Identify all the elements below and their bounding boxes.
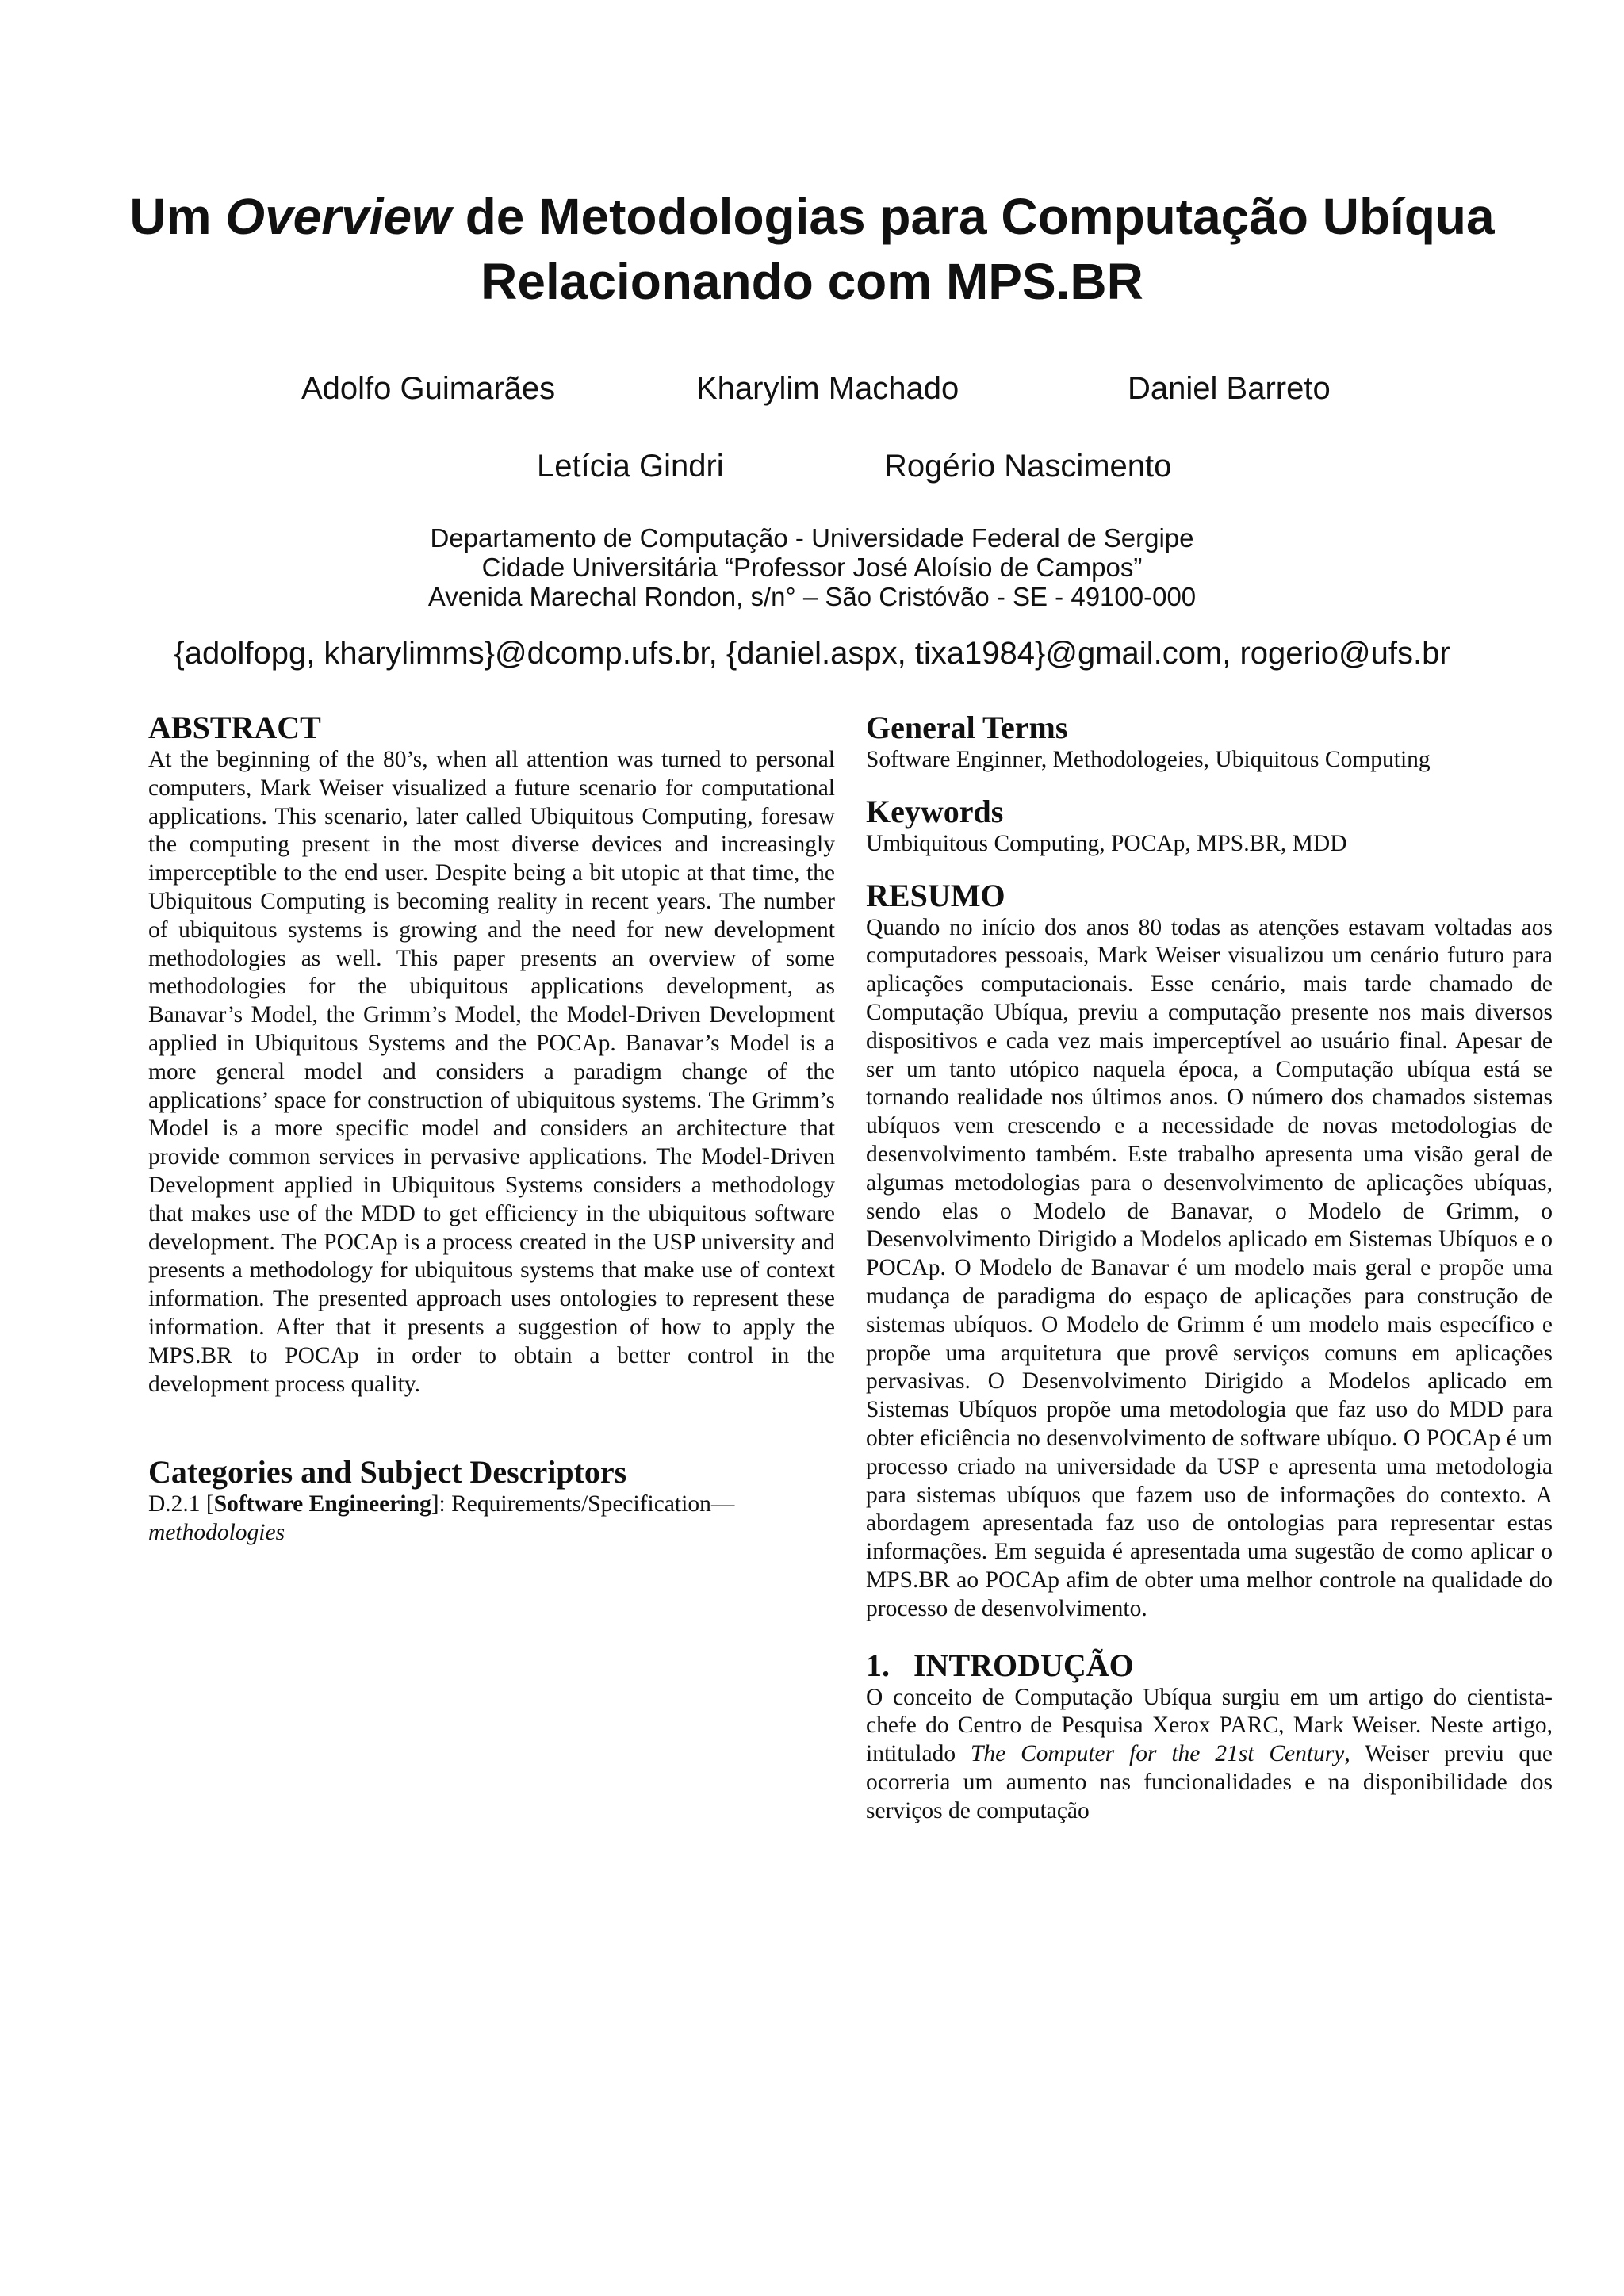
right-column: [866, 710, 1553, 1826]
author-rogerio-nascimento: Rogério Nascimento: [884, 449, 1172, 484]
intro-text: [866, 1684, 1553, 1826]
paper-title: [119, 184, 1505, 314]
author-leticia-gindri: Letícia Gindri: [537, 449, 724, 484]
affiliation-line-1: Departamento de Computação - Universidade Federal de Sergipe: [430, 523, 1194, 553]
categories-bold-term: Software Engineering: [213, 1491, 431, 1517]
keywords-heading: Keywords: [866, 793, 1004, 829]
resumo-text: Quando no início dos anos 80 todas as atenções estavam voltadas aos computadores pessoais, Mark Weiser visualizou um cenário futuro para aplicações computacionais. Esse cenário, mais tarde chamado de Computação Ubíqua, previu a computação presente nos mais diversos dispositivos e cada vez mais imperceptível ao usuário final. Apesar de ser um tanto utópico naquela época, a Computação ubíqua está se tornando realidade nos últimos anos. O número dos chamados sistemas ubíquos vem crescendo e a necessidade de novas metodologias de desenvolvimento também. Este trabalho apresenta uma visão geral de algumas metodologias para o desenvolvimento de aplicações ubíquas, sendo elas o Modelo de Banavar, o Modelo de Grimm, o Desenvolvimento Dirigido a Modelos aplicado em Sistemas Ubíquos e o POCAp. O Modelo de Banavar é um modelo mais geral e propõe uma mudança de paradigma do espaço de aplicações para construção de sistemas ubíquos. O Modelo de Grimm é um modelo mais específico e propõe uma arquitetura que provê serviços comuns em aplicações pervasivas. O Desenvolvimento Dirigido a Modelos aplicado em Sistemas Ubíquos propõe uma metodologia que faz uso do MDD para obter eficiência no desenvolvimento de software ubíquo. O POCAp é um processo criado na universidade da USP e apresenta uma metodologia para sistemas ubíquos que fazem uso de informações do contexto. A abordagem apresentada faz uso de ontologias para representar estas informações. Em seguida é apresentada uma sugestão de como aplicar o MPS.BR ao POCAp afim de obter uma melhor controle na qualidade do processo de desenvolvimento.: [866, 914, 1553, 1621]
affiliation-line-3: Avenida Marechal Rondon, s/n° – São Cristóvão - SE - 49100-000: [427, 582, 1197, 611]
categories-after-bold: ]: Requirements/Specification—: [431, 1491, 735, 1517]
intro-heading: 1. INTRODUÇÃO: [866, 1647, 1134, 1683]
categories-italic-term: methodologies: [148, 1520, 285, 1546]
title-line2: Relacionando com MPS.BR: [481, 253, 1143, 310]
affiliation: [119, 523, 1505, 611]
title-prefix: Um: [129, 188, 212, 245]
title-italic-word: Overview: [225, 188, 451, 245]
author-adolfo-guimaraes: Adolfo Guimarães: [301, 371, 556, 406]
categories-code: D.2.1 [: [148, 1491, 214, 1517]
left-column: [148, 710, 835, 1548]
intro-text-before: O conceito de Computação Ubíqua surgiu em um artigo do cientista-chefe do Centro de Pesquisa Xerox PARC, Mark Weiser. Neste artigo, intitulado: [866, 1684, 1553, 1767]
affiliation-line-2: Cidade Universitária “Professor José Aloísio de Campos”: [481, 553, 1143, 582]
categories-heading: Categories and Subject Descriptors: [148, 1454, 627, 1490]
resumo-heading: RESUMO: [866, 877, 1005, 913]
author-daniel-barreto: Daniel Barreto: [1128, 371, 1331, 406]
keywords-text: Umbiquitous Computing, POCAp, MPS.BR, MDD: [866, 830, 1347, 856]
general-terms-heading: General Terms: [866, 710, 1068, 745]
intro-text-after: , Weiser previu que ocorreria um aumento nas funcionalidades e na disponibilidade dos serviços de computação: [866, 1741, 1553, 1823]
author-kharylim-machado: Kharylim Machado: [696, 371, 959, 406]
general-terms-text: Software Enginner, Methodologeies, Ubiquitous Computing: [866, 747, 1431, 772]
author-emails: {adolfopg, kharylimms}@dcomp.ufs.br, {daniel.aspx, tixa1984}@gmail.com, rogerio@ufs.br: [174, 636, 1450, 671]
abstract-text: At the beginning of the 80’s, when all attention was turned to personal computers, Mark Weiser visualized a future scenario for computational applications. This scenario, later called Ubiquitous Computing, foresaw the computing present in the most diverse devices and increasingly imperceptible to the end user. Despite being a bit utopic at that time, the Ubiquitous Computing is becoming reality in recent years. The number of ubiquitous systems is growing and the need for new development methodologies as well. This paper presents an overview of some methodologies for the ubiquitous applications development, as Banavar’s Model, the Grimm’s Model, the Model-Driven Development applied in Ubiquitous Systems and the POCAp. Banavar’s Model is a more general model and considers a paradigm change of the applications’ space for construction of ubiquitous systems. The Grimm’s Model is a more specific model and considers an architecture that provide common services in pervasive applications. The Model-Driven Development applied in Ubiquitous Systems considers a methodology that makes use of the MDD to get efficiency in the ubiquitous software development. The POCAp is a process created in the USP university and presents a methodology for ubiquitous systems that make use of context information. The presented approach uses ontologies to represent these information. After that it presents a suggestion of how to apply the MPS.BR to POCAp in order to obtain a better control in the development process quality.: [148, 747, 835, 1397]
title-line1-rest: de Metodologias para Computação Ubíqua: [465, 188, 1495, 245]
abstract-heading: ABSTRACT: [148, 710, 321, 745]
categories-text: [148, 1490, 835, 1548]
intro-italic-title: The Computer for the 21st Century: [970, 1741, 1345, 1767]
